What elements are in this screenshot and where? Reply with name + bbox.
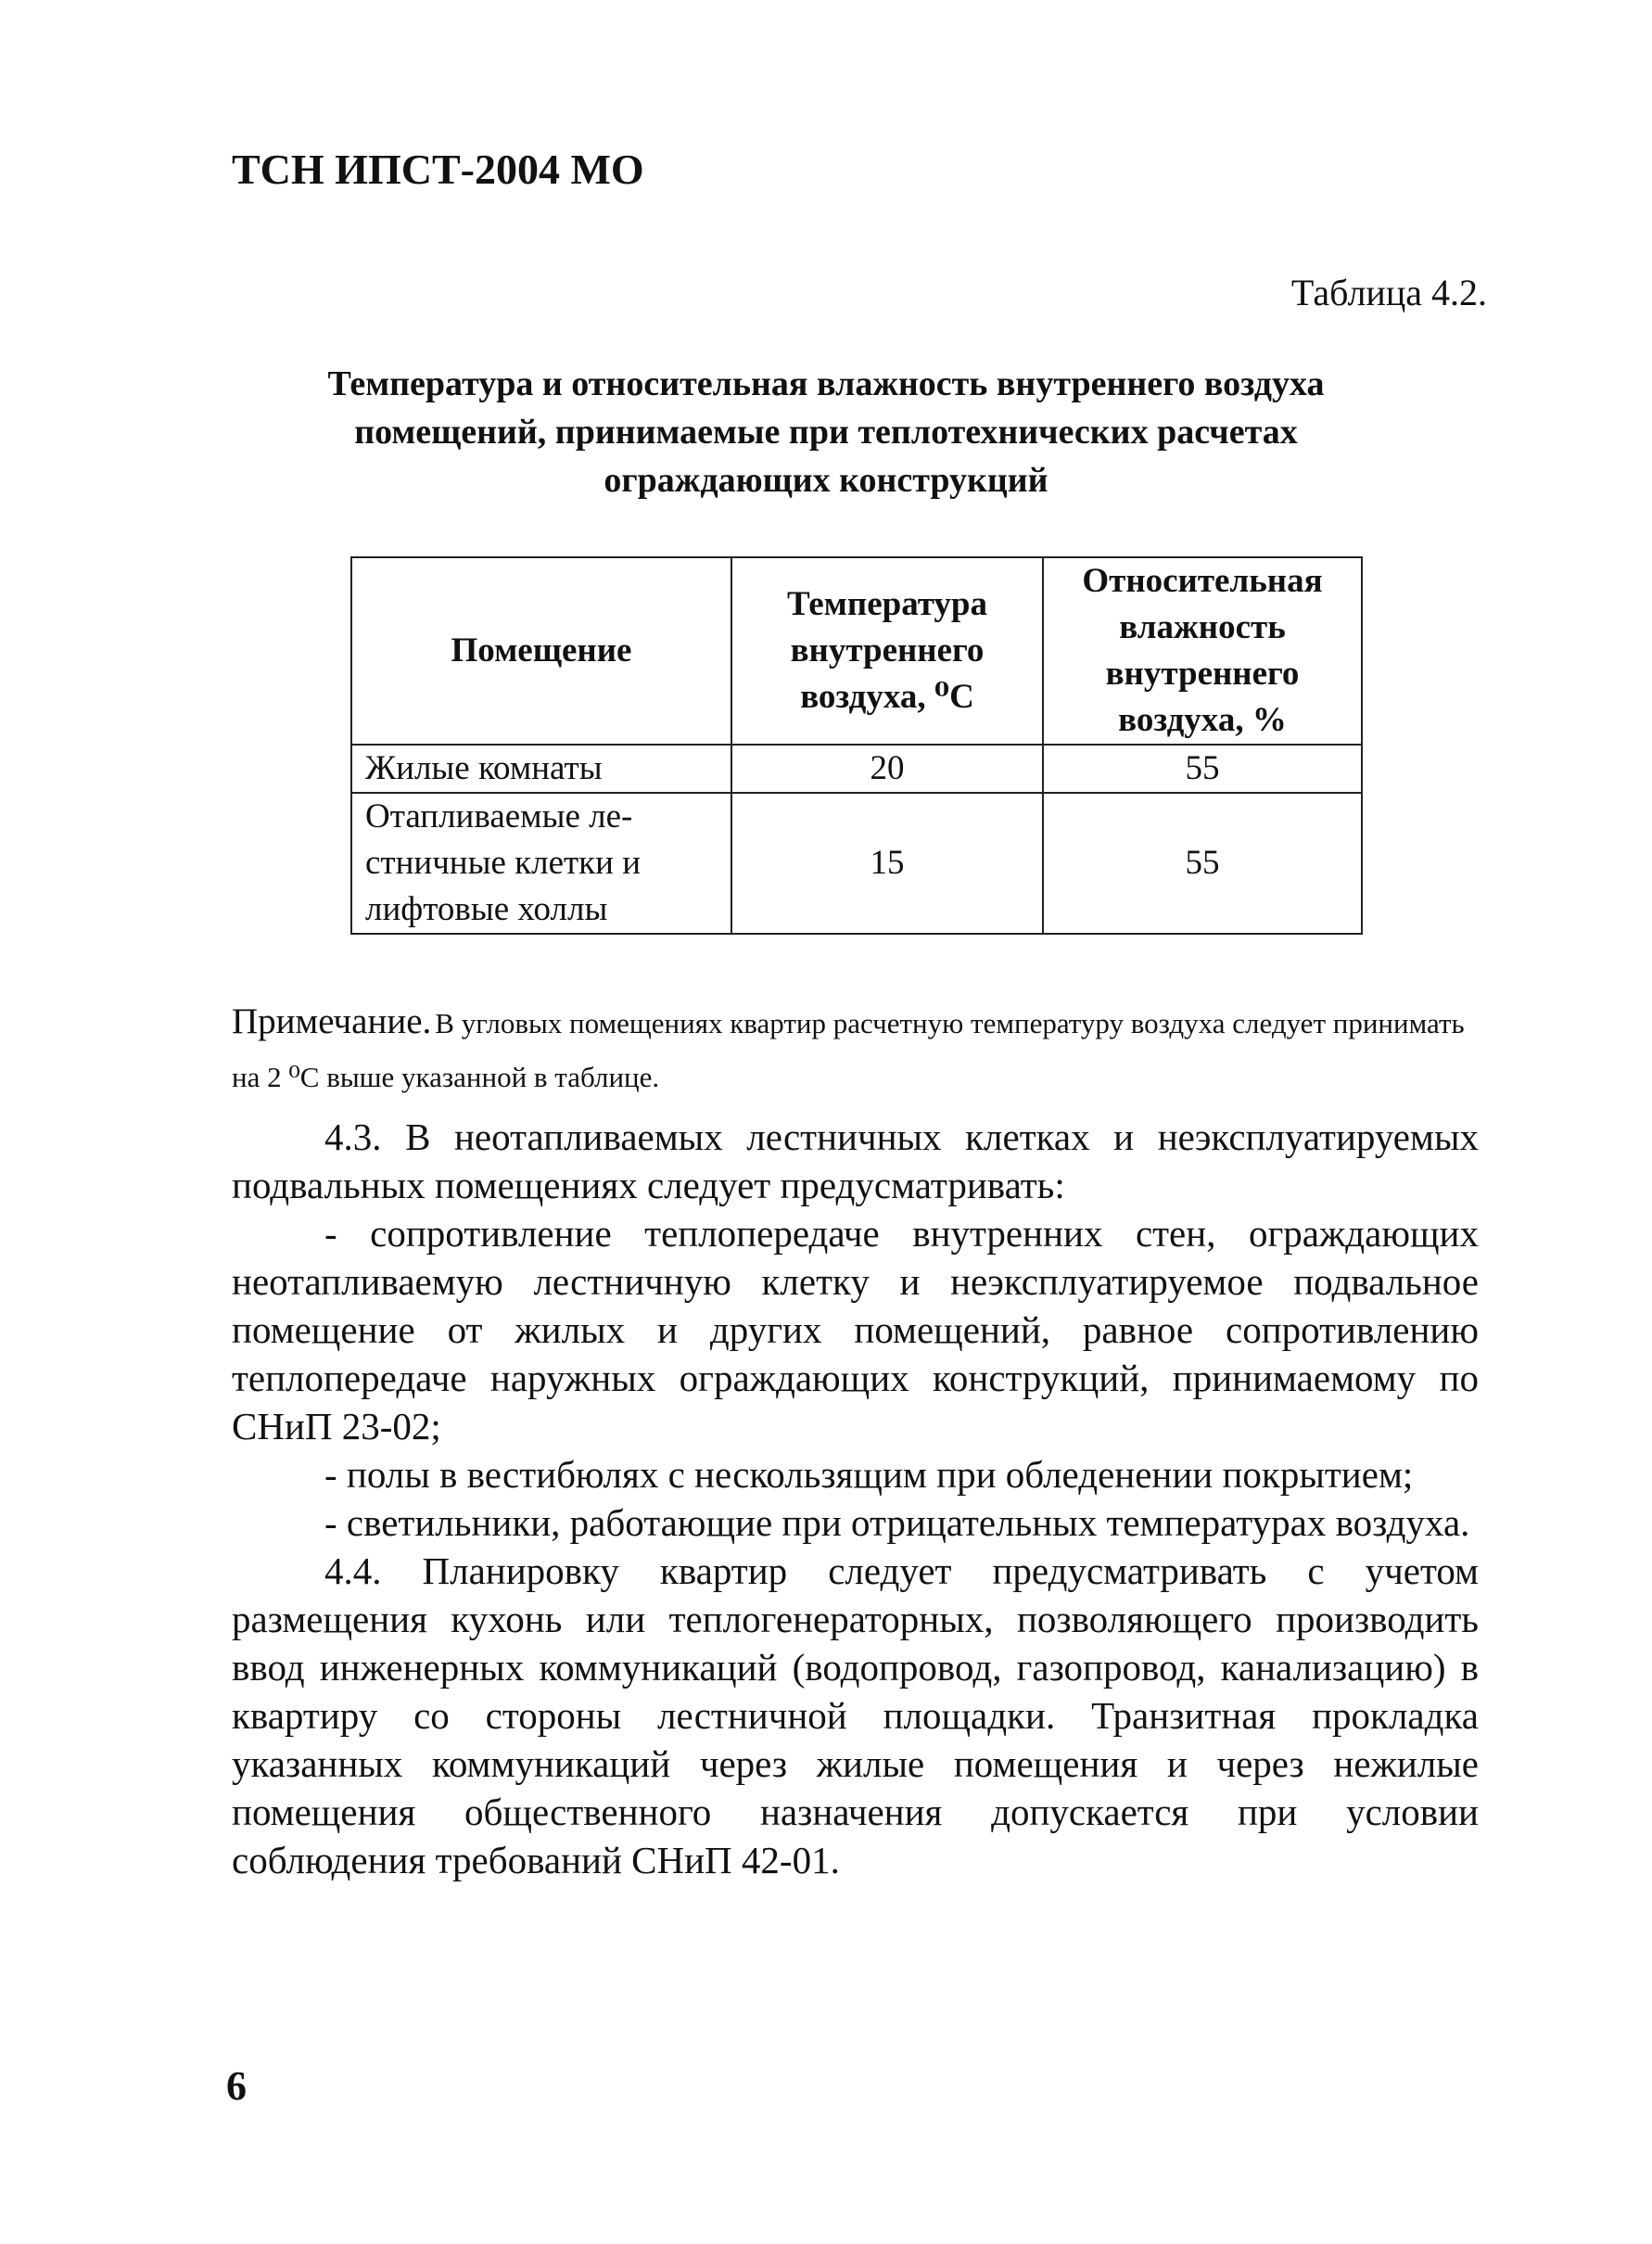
cell-room-line: лифтовые холлы bbox=[365, 890, 608, 928]
header-temperature-line: воздуха, ⁰С bbox=[800, 678, 974, 716]
paragraph: - сопротивление теплопередаче внутренних стен, ограждающих неотапливаемую лестничную клетку и неэксплуатируемое подвальное помещение от жилых и других помещений, равное сопротивлению теплопередаче наружных ограждающих конструкций, принимаемому по СНиП 23-02; bbox=[232, 1212, 1479, 1447]
paragraph: - полы в вестибюлях с нескользящим при обледенении покрытием; bbox=[324, 1453, 1414, 1496]
table-note bbox=[232, 998, 1479, 1107]
cell-humidity: 55 bbox=[1043, 793, 1362, 934]
paragraph: - светильники, работающие при отрицательных температурах воздуха. bbox=[324, 1501, 1470, 1544]
cell-temperature: 15 bbox=[731, 793, 1043, 934]
table-row bbox=[351, 793, 1362, 934]
table-title-line: помещений, принимаемые при теплотехнических расчетах bbox=[354, 413, 1298, 452]
cell-humidity: 55 bbox=[1043, 745, 1362, 793]
note-text: В угловых помещениях квартир расчетную температуру воздуха следует принимать на 2 ⁰С выше указанной в таблице. bbox=[232, 1007, 1465, 1093]
table-title-line: Температура и относительная влажность внутреннего воздуха bbox=[327, 364, 1325, 403]
header-temperature-line: Температура bbox=[786, 585, 988, 623]
cell-room-line: Отапливаемые ле- bbox=[365, 797, 633, 835]
document-code: ТСН ИПСТ-2004 МО bbox=[232, 146, 644, 193]
header-humidity-line: влажность bbox=[1119, 608, 1286, 646]
header-humidity-line: воздуха, % bbox=[1118, 701, 1287, 739]
header-temperature-line: внутреннего bbox=[790, 631, 985, 669]
table-title-line: ограждающих конструкций bbox=[604, 461, 1048, 500]
page-number: 6 bbox=[226, 2063, 247, 2109]
table-header-row bbox=[351, 557, 1362, 745]
table-title bbox=[167, 360, 1485, 504]
note-label: Примечание. bbox=[232, 1001, 432, 1041]
paragraph: 4.3. В неотапливаемых лестничных клетках и неэксплуатируемых подвальных помещениях следует предусматривать: bbox=[232, 1116, 1479, 1206]
data-table bbox=[350, 556, 1363, 935]
table-number: Таблица 4.2. bbox=[1290, 272, 1487, 313]
cell-room bbox=[351, 793, 731, 934]
header-humidity-line: внутреннего bbox=[1105, 655, 1300, 693]
header-humidity-line: Относительная bbox=[1082, 562, 1323, 600]
header-room: Помещение bbox=[351, 557, 731, 745]
cell-temperature: 20 bbox=[731, 745, 1043, 793]
paragraph: 4.4. Планировку квартир следует предусматривать с учетом размещения кухонь или теплогенераторных, позволяющего производить ввод инженерных коммуникаций (водопровод, газопровод, канализацию) в квартиру со стороны лестничной площадки. Транзитная прокладка указанных коммуникаций через жилые помещения и через нежилые помещения общественного назначения допускается при условии соблюдения требований СНиП 42-01. bbox=[232, 1549, 1479, 1881]
cell-room-line: Жилые комнаты bbox=[365, 749, 603, 787]
body-text bbox=[232, 1113, 1479, 1884]
table-row bbox=[351, 745, 1362, 793]
cell-room-line: стничные клетки и bbox=[365, 844, 641, 882]
header-humidity bbox=[1043, 557, 1362, 745]
cell-room bbox=[351, 745, 731, 793]
header-temperature bbox=[731, 557, 1043, 745]
